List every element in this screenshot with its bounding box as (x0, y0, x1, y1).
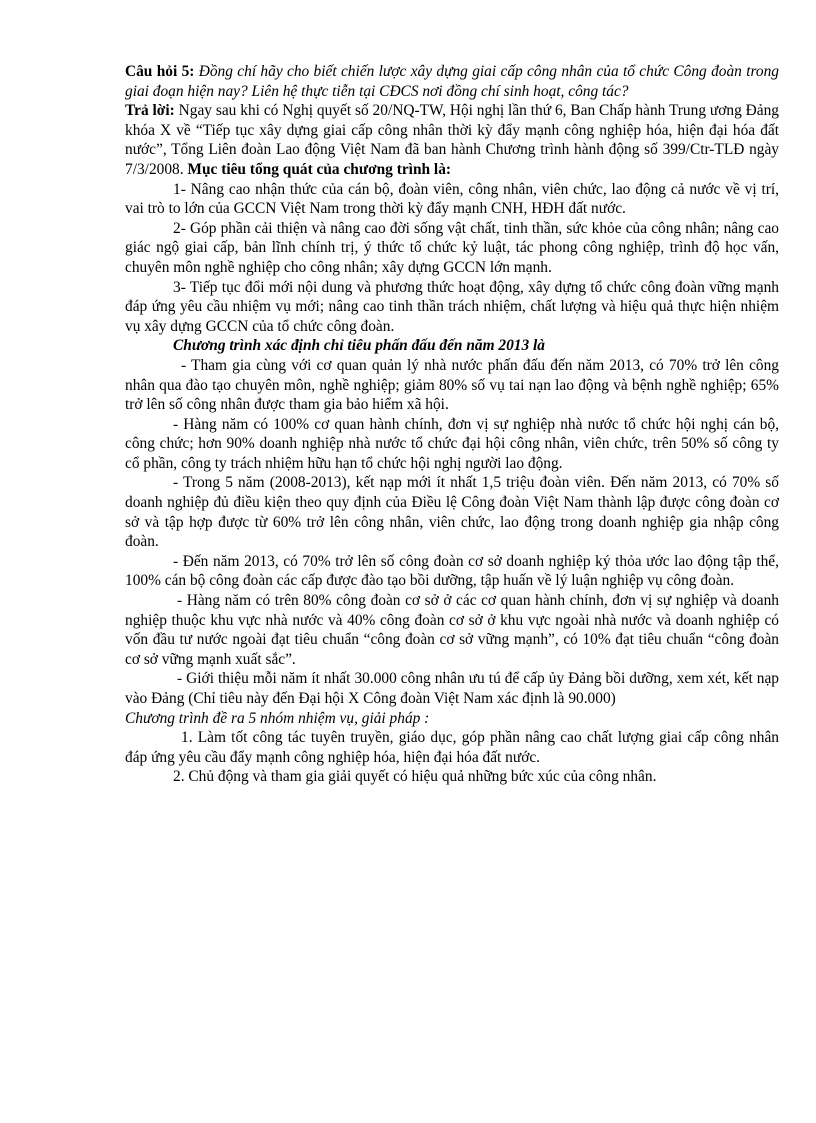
target-item: - Hàng năm có 100% cơ quan hành chính, đơn vị sự nghiệp nhà nước tổ chức hội nghị cán bộ, công chức; hơn 90% doanh nghiệp nhà nước tổ chức đại hội công nhân, viên chức, trên 50% số công ty cổ phần, công ty trách nhiệm hữu hạn tổ chức hội nghị người lao động. (125, 415, 779, 472)
answer-label: Trả lời: (125, 102, 175, 120)
answer-text: Ngay sau khi có Nghị quyết số 20/NQ-TW, Hội nghị lần thứ 6, Ban Chấp hành Trung ương Đảng khóa X về “Tiếp tục xây dựng giai cấp công nhân thời kỳ đẩy mạnh công nghiệp hóa, hiện đại hóa đất nước”, Tổng Liên đoàn Lao động Việt Nam đã ban hành Chương trình hành động số 399/Ctr-TLĐ ngày 7/3/2008. (125, 102, 780, 178)
question-label: Câu hỏi 5: (125, 63, 195, 80)
target-item: - Trong 5 năm (2008-2013), kết nạp mới ít nhất 1,5 triệu đoàn viên. Đến năm 2013, có 70% số doanh nghiệp đủ điều kiện theo quy định của Điều lệ Công đoàn Việt Nam thành lập được công đoàn cơ sở và tập hợp được từ 60% trở lên công nhân, viên chức, lao động trong doanh nghiệp gia nhập công đoàn. (125, 474, 779, 551)
document-page (125, 62, 779, 787)
target-item: - Đến năm 2013, có 70% trở lên số công đoàn cơ sở doanh nghiệp ký thỏa ước lao động tập thể, 100% cán bộ công đoàn các cấp được đào tạo bồi dưỡng, tập huấn về lý luận nghiệp vụ công đoàn. (125, 552, 779, 590)
goal-item: 1- Nâng cao nhận thức của cán bộ, đoàn viên, công nhân, viên chức, lao động cả nước về vị trí, vai trò to lớn của GCCN Việt Nam trong thời kỳ đẩy mạnh CNH, HĐH đất nước. (125, 180, 779, 218)
answer-paragraph (125, 101, 779, 179)
target-item: - Tham gia cùng với cơ quan quản lý nhà nước phấn đấu đến năm 2013, có 70% trở lên công nhân qua đào tạo chuyên môn, nghề nghiệp; giảm 80% số vụ tai nạn lao động và bệnh nghề nghiệp; 65% trở lên số công nhân được tham gia bảo hiểm xã hội. (125, 356, 779, 414)
task-item: 2. Chủ động và tham gia giải quyết có hiệu quả những bức xúc của công nhân. (173, 768, 657, 786)
goal-item: 2- Góp phần cải thiện và nâng cao đời sống vật chất, tinh thần, sức khỏe của công nhân; nâng cao giác ngộ giai cấp, bản lĩnh chính trị, ý thức tổ chức kỷ luật, tác phong công nghiệp, trình độ học vấn, chuyên môn nghề nghiệp cho công nhân; xây dựng GCCN lớn mạnh. (125, 219, 779, 276)
goal-item: 3- Tiếp tục đổi mới nội dung và phương thức hoạt động, xây dựng tổ chức công đoàn vững mạnh đáp ứng yêu cầu nhiệm vụ mới; nâng cao tinh thần trách nhiệm, chất lượng và hiệu quả thực hiện nhiệm vụ xây dựng GCCN của tổ chức công đoàn. (125, 278, 779, 335)
target-item: - Hàng năm có trên 80% công đoàn cơ sở ở các cơ quan hành chính, đơn vị sự nghiệp và doanh nghiệp thuộc khu vực nhà nước và 40% công đoàn cơ sở ở khu vực ngoài nhà nước và doanh nghiệp có vốn đầu tư nước ngoài đạt tiêu chuẩn “công đoàn cơ sở vững mạnh”, có 10% đạt tiêu chuẩn “công đoàn cơ sở vững mạnh xuất sắc”. (125, 592, 779, 668)
task-item: 1. Làm tốt công tác tuyên truyền, giáo dục, góp phần nâng cao chất lượng giai cấp công nhân đáp ứng yêu cầu đẩy mạnh công nghiệp hóa, hiện đại hóa đất nước. (125, 729, 779, 766)
targets-heading: Chương trình xác định chỉ tiêu phấn đấu đến năm 2013 là (173, 337, 545, 355)
question-paragraph (125, 62, 779, 101)
goal-label: Mục tiêu tổng quát của chương trình là: (183, 160, 452, 178)
target-item: - Giới thiệu mỗi năm ít nhất 30.000 công nhân ưu tú để cấp ủy Đảng bồi dưỡng, xem xét, kết nạp vào Đảng (Chỉ tiêu này đến Đại hội X Công đoàn Việt Nam xác định là 90.000) (125, 670, 779, 707)
question-text: Đồng chí hãy cho biết chiến lược xây dựng giai cấp công nhân của tổ chức Công đoàn trong giai đoạn hiện nay? Liên hệ thực tiễn tại CĐCS nơi đồng chí sinh hoạt, công tác? (125, 63, 779, 100)
tasks-heading: Chương trình đề ra 5 nhóm nhiệm vụ, giải pháp : (125, 709, 430, 727)
